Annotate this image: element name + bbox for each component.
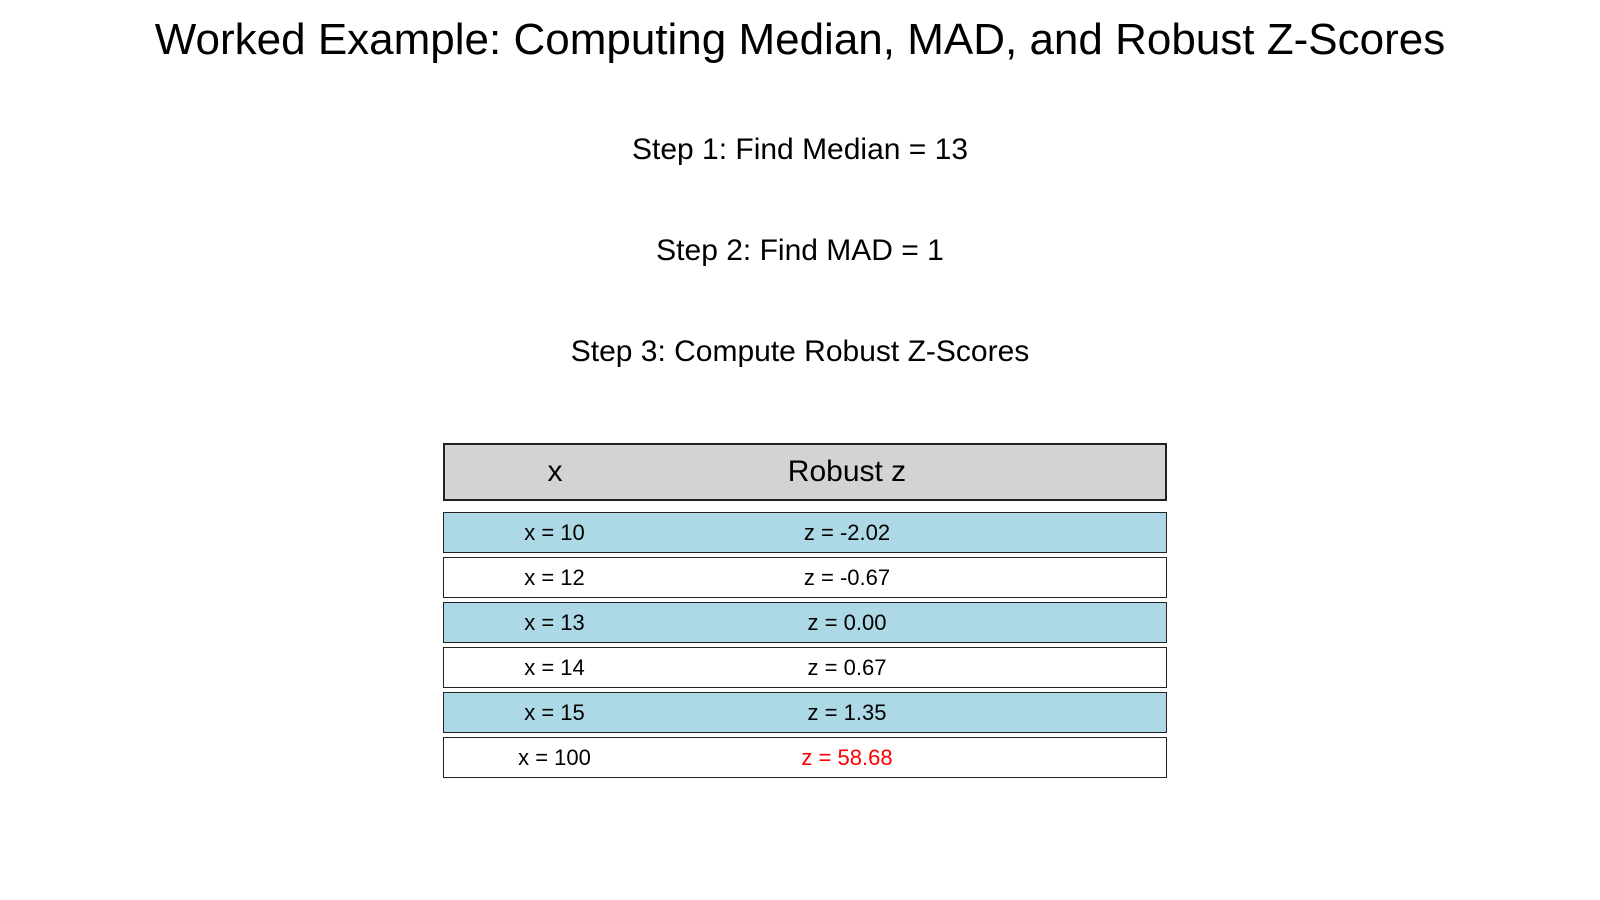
cell-x-value: x = 100 bbox=[518, 745, 591, 770]
cell-z-score-outlier: z = 58.68 bbox=[801, 745, 893, 770]
page-title: Worked Example: Computing Median, MAD, and Robust Z-Scores bbox=[154, 15, 1446, 64]
step-1-text: Step 1: Find Median = 13 bbox=[631, 133, 969, 166]
table-row bbox=[443, 737, 1167, 778]
table-row bbox=[443, 512, 1167, 553]
cell-z-score: z = -0.67 bbox=[803, 565, 891, 590]
table-row bbox=[443, 692, 1167, 733]
table-row bbox=[443, 602, 1167, 643]
cell-x-value: x = 14 bbox=[524, 655, 585, 680]
step-3-text: Step 3: Compute Robust Z-Scores bbox=[570, 335, 1030, 368]
cell-z-score: z = 1.35 bbox=[807, 700, 887, 725]
table-row bbox=[443, 557, 1167, 598]
cell-z-score: z = 0.00 bbox=[807, 610, 887, 635]
header-robust-z: Robust z bbox=[787, 455, 907, 488]
table-header bbox=[443, 443, 1167, 501]
cell-x-value: x = 13 bbox=[524, 610, 585, 635]
header-x: x bbox=[547, 455, 563, 488]
cell-x-value: x = 10 bbox=[524, 520, 585, 545]
cell-x-value: x = 12 bbox=[524, 565, 585, 590]
cell-z-score: z = 0.67 bbox=[807, 655, 887, 680]
step-2-text: Step 2: Find MAD = 1 bbox=[656, 234, 944, 267]
cell-x-value: x = 15 bbox=[524, 700, 585, 725]
table-row bbox=[443, 647, 1167, 688]
cell-z-score: z = -2.02 bbox=[803, 520, 891, 545]
